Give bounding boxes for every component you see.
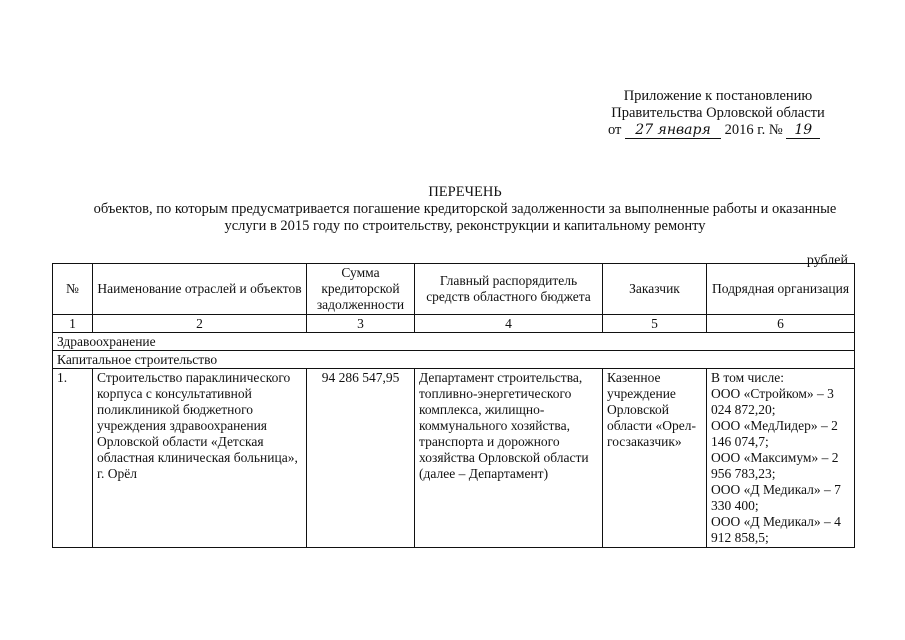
appendix-date-line (598, 122, 838, 139)
table-row (53, 369, 855, 548)
row-administrator: Департамент строительства, топливно-энергетического комплекса, жилищно-коммунального хозяйства, транспорта и дорожного хозяйства Орловской области (далее – Департамент) (415, 369, 603, 548)
row-amount: 94 286 547,95 (307, 369, 415, 548)
currency-unit: рублей (806, 253, 848, 268)
title-heading: ПЕРЕЧЕНЬ (428, 184, 502, 200)
handwritten-number: 19 (786, 123, 820, 139)
column-numbers-row (53, 315, 855, 333)
handwritten-date: 27 января (625, 123, 721, 139)
subsection-row (53, 351, 855, 369)
contractor-line: ООО «Д Медикал» – 4 912 858,5; (711, 514, 841, 545)
objects-table (52, 263, 855, 548)
row-number: 1. (53, 369, 93, 548)
header-name: Наименование отраслей и объектов (93, 264, 307, 315)
row-contractors (707, 369, 855, 548)
contractor-line: ООО «Максимум» – 2 956 783,23; (711, 450, 839, 481)
contractor-line: ООО «МедЛидер» – 2 146 074,7; (711, 418, 838, 449)
appendix-line-1: Приложение к постановлению (623, 88, 813, 104)
column-number: 2 (93, 315, 307, 333)
contractor-line: ООО «Д Медикал» – 7 330 400; (711, 482, 841, 513)
appendix-note (598, 88, 838, 139)
contractor-line: ООО «Стройком» – 3 024 872,20; (711, 386, 834, 417)
header-contractor: Подрядная организация (707, 264, 855, 315)
appendix-year: 2016 г. № (724, 122, 783, 138)
column-number: 5 (603, 315, 707, 333)
appendix-from: от (608, 122, 622, 138)
title-line-2: услуги в 2015 году по строительству, реконструкции и капитальному ремонту (224, 218, 706, 234)
header-customer: Заказчик (603, 264, 707, 315)
row-customer: Казенное учреждение Орловской области «Орел-госзаказчик» (603, 369, 707, 548)
header-administrator: Главный распорядитель средств областного бюджета (415, 264, 603, 315)
row-object-name: Строительство параклинического корпуса с консультативной поликлиникой бюджетного учреждения здравоохранения Орловской области «Детская областная клиническая больница», г. Орёл (93, 369, 307, 548)
document-title (70, 184, 860, 235)
title-line-1: объектов, по которым предусматривается погашение кредиторской задолженности за выполненные работы и оказанные (93, 201, 837, 217)
column-number: 4 (415, 315, 603, 333)
column-number: 6 (707, 315, 855, 333)
header-amount: Сумма кредиторской задолженности (307, 264, 415, 315)
table-header-row (53, 264, 855, 315)
column-number: 3 (307, 315, 415, 333)
subsection-label: Капитальное строительство (53, 351, 855, 369)
column-number: 1 (53, 315, 93, 333)
appendix-line-2: Правительства Орловской области (611, 105, 825, 121)
section-row (53, 333, 855, 351)
section-label: Здравоохранение (53, 333, 855, 351)
contractor-line: В том числе: (711, 370, 784, 385)
header-number: № (53, 264, 93, 315)
